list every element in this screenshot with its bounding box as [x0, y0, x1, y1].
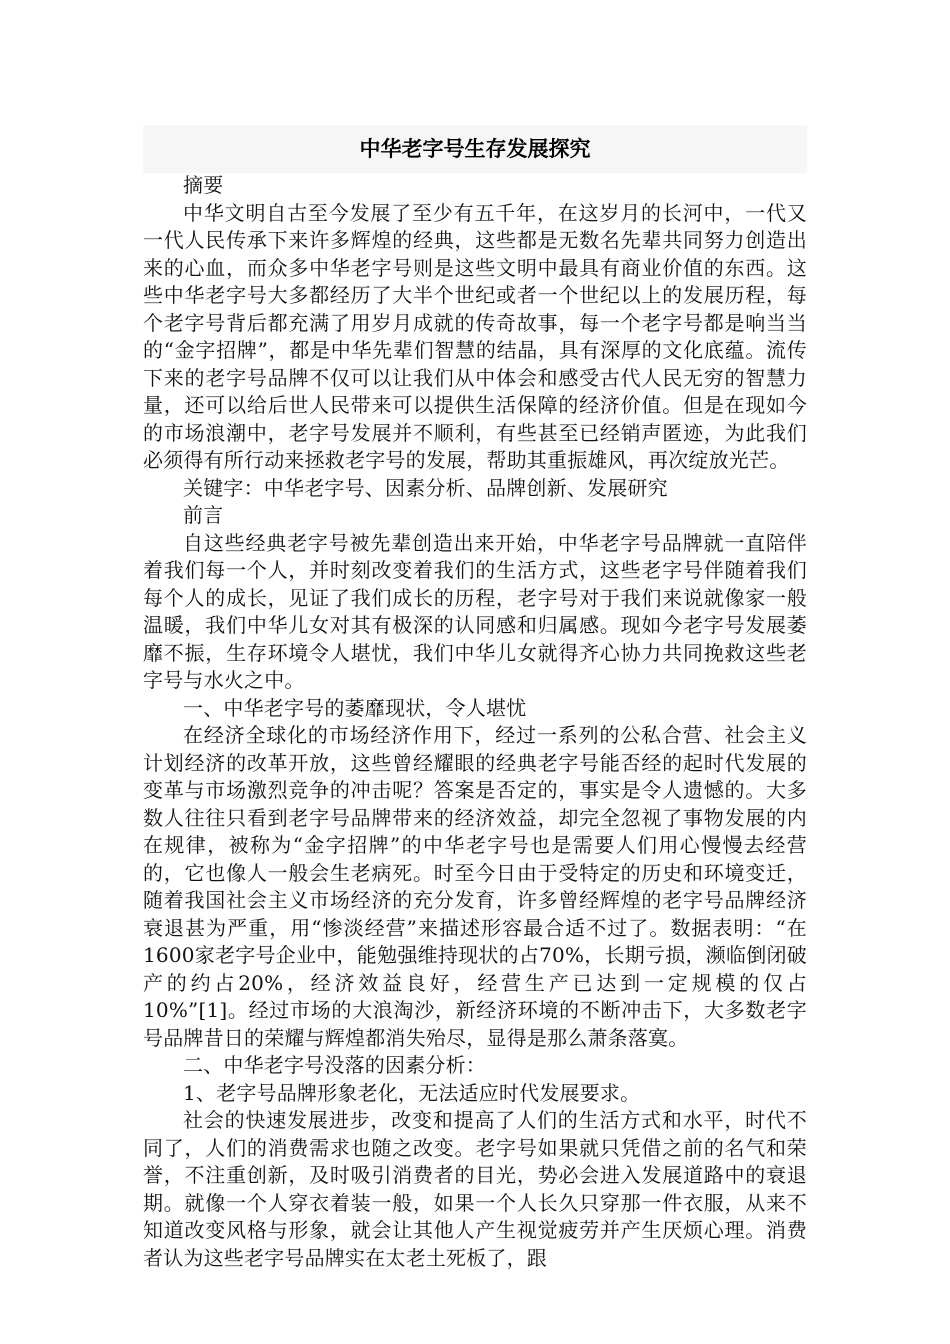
- section-1-paragraph: 在经济全球化的市场经济作用下，经过一系列的公私合营、社会主义计划经济的改革开放，这些曾经耀眼的经典老字号能否经的起时代发展的变革与市场激烈竞争的冲击呢？答案是否定的，事实是令人遗憾的。大多数人往往只看到老字号品牌带来的经济效益，却完全忽视了事物发展的内在规律，被称为“金字招牌”的中华老字号也是需要人们用心慢慢去经营的，它也像人一般会生老病死。时至今日由于受特定的历史和环境变迁，随着我国社会主义市场经济的充分发育，许多曾经辉煌的老字号品牌经济衰退甚为严重，用“惨淡经营”来描述形容最合适不过了。数据表明：“在1600家老字号企业中，能勉强维持现状的占70%，长期亏损，濒临倒闭破产的约占20%，经济效益良好，经营生产已达到一定规模的仅占10%”[1]。经过市场的大浪淘沙，新经济环境的不断冲击下，大多数老字号品牌昔日的荣耀与辉煌都消失殆尽，显得是那么萧条落寞。: [143, 723, 807, 1050]
- preface-heading: 前言: [183, 503, 224, 527]
- section-2-heading: 二、中华老字号没落的因素分析：: [183, 1053, 486, 1077]
- abstract-heading: 摘要: [183, 173, 224, 197]
- abstract-paragraph: 中华文明自古至今发展了至少有五千年，在这岁月的长河中，一代又一代人民传承下来许多辉煌的经典，这些都是无数名先辈共同努力创造出来的心血，而众多中华老字号则是这些文明中最具有商业价值的东西。这些中华老字号大多都经历了大半个世纪或者一个世纪以上的发展历程，每个老字号背后都充满了用岁月成就的传奇故事，每一个老字号都是响当当的“金字招牌”，都是中华先辈们智慧的结晶，具有深厚的文化底蕴。流传下来的老字号品牌不仅可以让我们从中体会和感受古代人民无穷的智慧力量，还可以给后世人民带来可以提供生活保障的经济价值。但是在现如今的市场浪潮中，老字号发展并不顺利，有些甚至已经销声匿迹，为此我们必须得有所行动来拯救老字号的发展，帮助其重振雄风，再次绽放光芒。: [143, 200, 807, 472]
- document-body: [143, 172, 807, 1272]
- keywords-line: 关键字：中华老字号、因素分析、品牌创新、发展研究: [183, 475, 668, 500]
- document-title: 中华老字号生存发展探究: [143, 125, 807, 173]
- preface-paragraph: 自这些经典老字号被先辈创造出来开始，中华老字号品牌就一直陪伴着我们每一个人，并时刻改变着我们的生活方式，这些老字号伴随着我们每个人的成长，见证了我们成长的历程，老字号对于我们来说就像家一般温暖，我们中华儿女对其有极深的认同感和归属感。现如今老字号发展萎靡不振，生存环境令人堪忧，我们中华儿女就得齐心协力共同挽救这些老字号与水火之中。: [143, 530, 807, 692]
- subsection-1-paragraph: 社会的快速发展进步，改变和提高了人们的生活方式和水平，时代不同了，人们的消费需求也随之改变。老字号如果就只凭借之前的名气和荣誉，不注重创新，及时吸引消费者的目光，势必会进入发展道路中的衰退期。就像一个人穿衣着装一般，如果一个人长久只穿那一件衣服，从来不知道改变风格与形象，就会让其他人产生视觉疲劳并产生厌烦心理。消费者认为这些老字号品牌实在太老土死板了，跟: [143, 1108, 807, 1270]
- section-1-heading: 一、中华老字号的萎靡现状，令人堪忧: [183, 695, 527, 720]
- subsection-1-heading: 1、老字号品牌形象老化，无法适应时代发展要求。: [183, 1080, 641, 1105]
